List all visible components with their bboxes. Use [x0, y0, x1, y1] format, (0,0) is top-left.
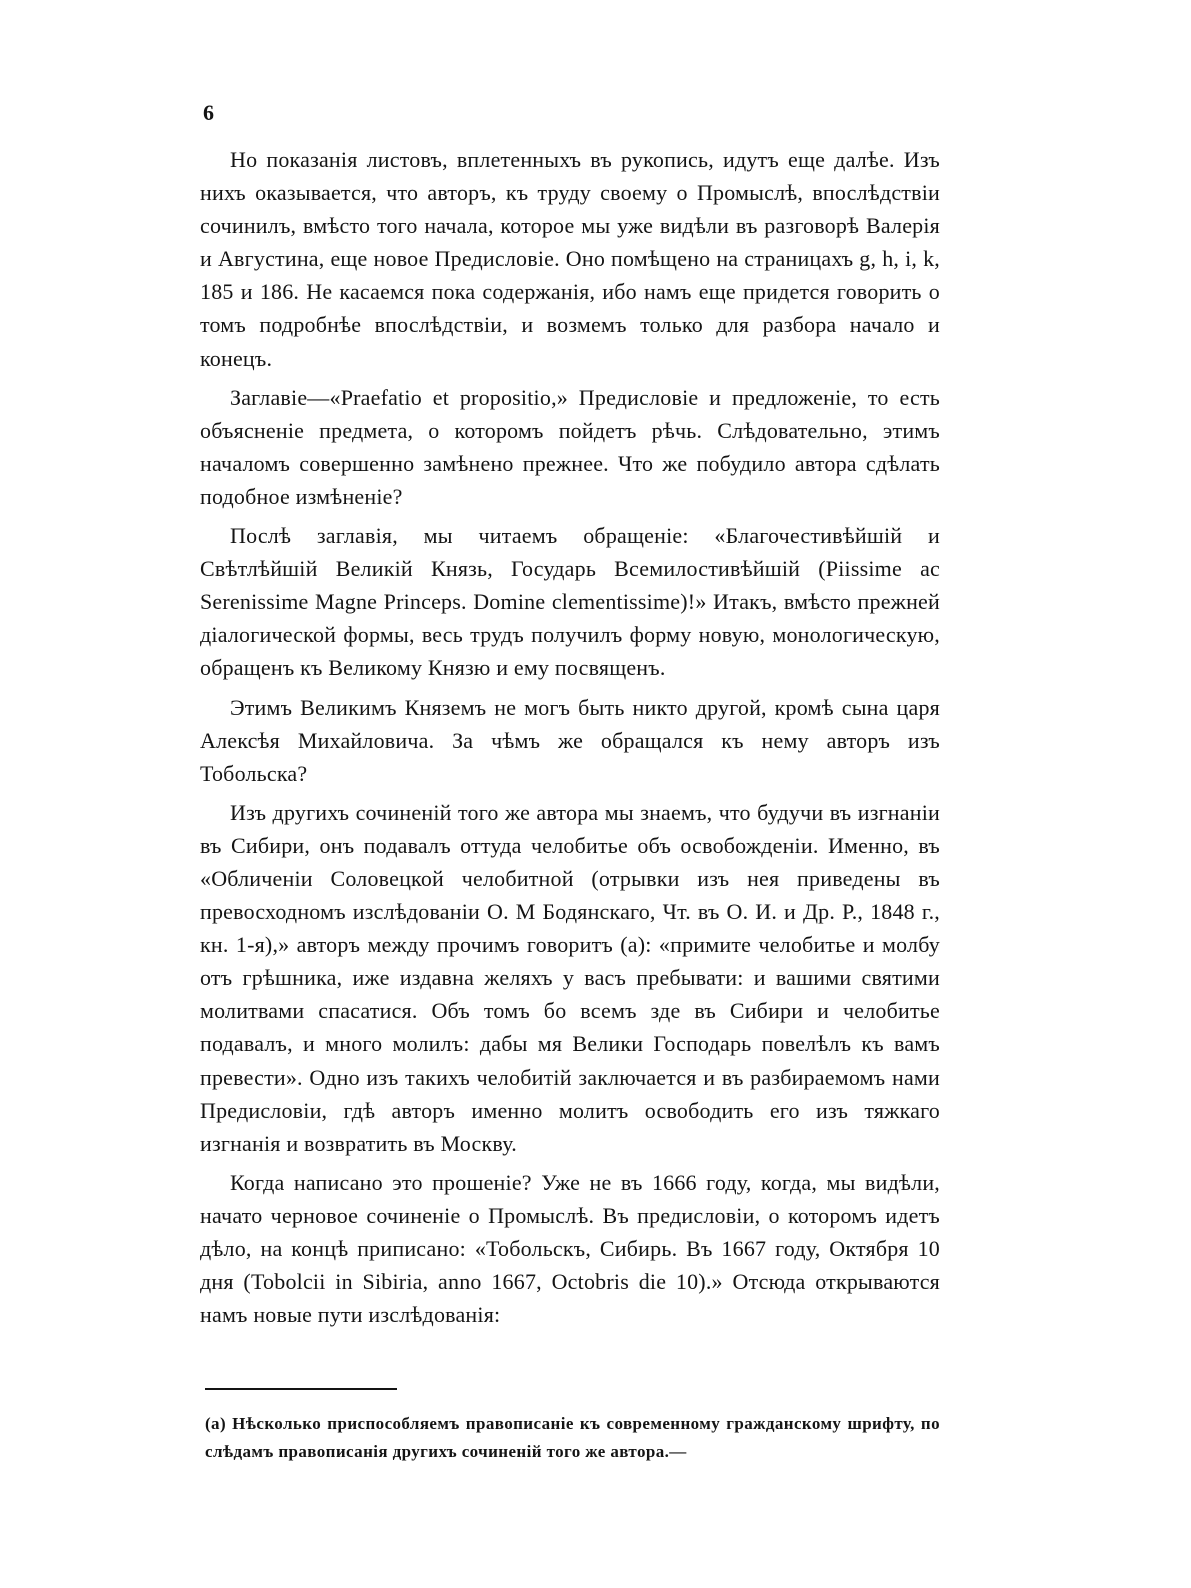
- paragraph: Изъ другихъ сочиненій того же автора мы знаемъ, что будучи въ изгнаніи въ Сибири, онъ подавалъ оттуда челобитье объ освобожденіи. Именно, въ «Обличеніи Соловецкой челобитной (отрывки изъ нея приведены въ превосходномъ изслѣдованіи О. М Бодянскаго, Чт. въ О. И. и Др. Р., 1848 г., кн. 1-я),» авторъ между прочимъ говоритъ (а): «примите челобитье и молбу отъ грѣшника, иже издавна желяхъ у васъ пребывати: и вашими святими молитвами спасатися. Объ томъ бо всемъ зде въ Сибири и челобитье подавалъ, и много молилъ: дабы мя Велики Господарь повелѣлъ къ вамъ превести». Одно изъ такихъ челобитій заключается и въ разбираемомъ нами Предисловіи, гдѣ авторъ именно молитъ освободить его изъ тяжкаго изгнанія и возвратить въ Москву.: [200, 799, 940, 1156]
- footnote-text: (а) Нѣсколько приспособляемъ правописаніе къ современному гражданскому шрифту, по слѣдамъ правописанія другихъ сочиненій того же автора.—: [205, 1414, 940, 1461]
- paragraph: Но показанія листовъ, вплетенныхъ въ рукопись, идутъ еще далѣе. Изъ нихъ оказывается, что авторъ, къ труду своему о Промыслѣ, впослѣдствіи сочинилъ, вмѣсто того начала, которое мы уже видѣли въ разговорѣ Валерія и Августина, еще новое Предисловіе. Оно помѣщено на страницахъ g, h, i, k, 185 и 186. Не касаемся пока содержанія, ибо намъ еще придется говорить о томъ подробнѣе впослѣдствіи, и возмемъ только для разбора начало и конецъ.: [200, 147, 940, 371]
- page-number: 6: [203, 100, 214, 125]
- paragraph: Этимъ Великимъ Княземъ не могъ быть никто другой, кромѣ сына царя Алексѣя Михайловича. За чѣмъ же обращался къ нему авторъ изъ Тобольска?: [200, 694, 940, 786]
- paragraph: Когда написано это прошеніе? Уже не въ 1666 году, когда, мы видѣли, начато черновое сочиненіе о Промыслѣ. Въ предисловіи, о которомъ идетъ дѣло, на концѣ приписано: «Тобольскъ, Сибирь. Въ 1667 году, Октября 10 дня (Tobolcii in Sibiria, anno 1667, Octobris die 10).» Отсюда открываются намъ новые пути изслѣдованія:: [200, 1169, 940, 1328]
- footnote-divider: [205, 1388, 397, 1390]
- paragraph: Заглавіе—«Praefatio et propositio,» Предисловіе и предложеніе, то есть объясненіе предмета, о которомъ пойдетъ рѣчь. Слѣдовательно, этимъ началомъ совершенно замѣнено прежнее. Что же побудило автора сдѣлать подобное измѣненіе?: [200, 384, 940, 509]
- body-text: [200, 143, 940, 1331]
- paragraph: Послѣ заглавія, мы читаемъ обращеніе: «Благочестивѣйшій и Свѣтлѣйшій Великій Князь, Государь Всемилостивѣйшій (Piissime ac Serenissime Magne Princeps. Domine clementissime)!» Итакъ, вмѣсто прежней діалогической формы, весь трудъ получилъ форму новую, монологическую, обращенъ къ Великому Князю и ему посвященъ.: [200, 523, 940, 681]
- footnote: [205, 1410, 940, 1466]
